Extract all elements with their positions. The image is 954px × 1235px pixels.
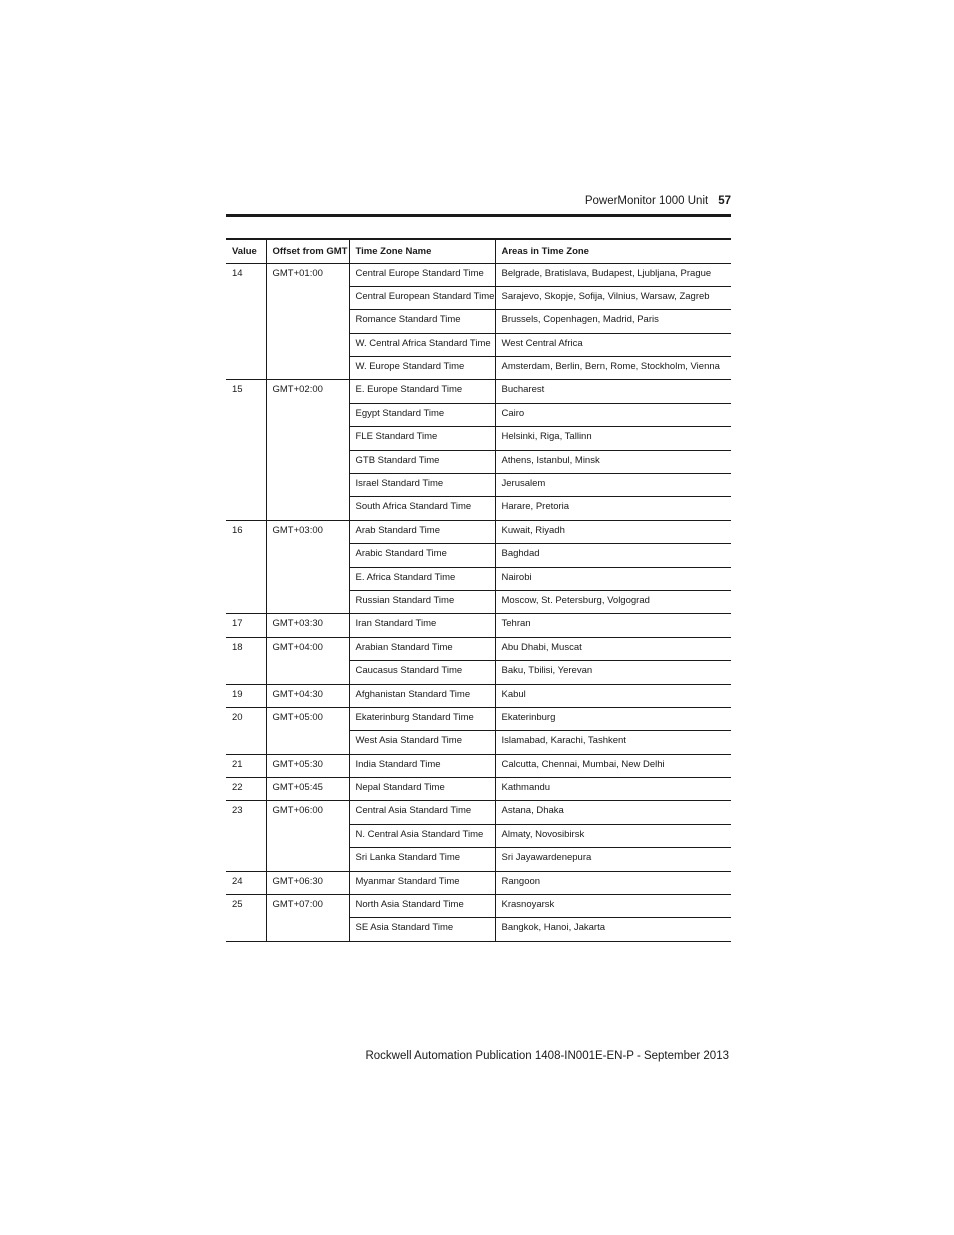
value-cell: 15 [226, 380, 266, 520]
time-zone-name-cell: W. Europe Standard Time [349, 357, 495, 380]
time-zone-name-cell: Myanmar Standard Time [349, 871, 495, 894]
value-cell: 16 [226, 520, 266, 614]
column-header-value: Value [226, 239, 266, 263]
areas-cell: Belgrade, Bratislava, Budapest, Ljubljana, Prague [495, 263, 731, 286]
time-zone-name-cell: South Africa Standard Time [349, 497, 495, 520]
value-cell: 24 [226, 871, 266, 894]
areas-cell: Rangoon [495, 871, 731, 894]
areas-cell: Moscow, St. Petersburg, Volgograd [495, 590, 731, 613]
time-zone-name-cell: Arabian Standard Time [349, 637, 495, 660]
value-cell: 25 [226, 895, 266, 942]
running-title: PowerMonitor 1000 Unit [584, 195, 709, 207]
time-zone-name-cell: India Standard Time [349, 754, 495, 777]
areas-cell: Athens, Istanbul, Minsk [495, 450, 731, 473]
areas-cell: Bangkok, Hanoi, Jakarta [495, 918, 731, 941]
time-zone-name-cell: North Asia Standard Time [349, 895, 495, 918]
time-zone-name-cell: Arab Standard Time [349, 520, 495, 543]
areas-cell: Bucharest [495, 380, 731, 403]
time-zone-name-cell: N. Central Asia Standard Time [349, 824, 495, 847]
offset-cell: GMT+02:00 [266, 380, 349, 520]
table-row [226, 263, 731, 286]
table-row [226, 684, 731, 707]
time-zone-name-cell: West Asia Standard Time [349, 731, 495, 754]
areas-cell: Helsinki, Riga, Tallinn [495, 427, 731, 450]
value-cell: 14 [226, 263, 266, 380]
areas-cell: Almaty, Novosibirsk [495, 824, 731, 847]
table-row [226, 801, 731, 824]
time-zone-table [226, 238, 731, 942]
page-number: 57 [718, 195, 731, 207]
value-cell: 19 [226, 684, 266, 707]
areas-cell: Krasnoyarsk [495, 895, 731, 918]
value-cell: 23 [226, 801, 266, 871]
time-zone-name-cell: Caucasus Standard Time [349, 661, 495, 684]
areas-cell: Harare, Pretoria [495, 497, 731, 520]
areas-cell: Ekaterinburg [495, 707, 731, 730]
value-cell: 21 [226, 754, 266, 777]
time-zone-name-cell: Romance Standard Time [349, 310, 495, 333]
value-cell: 17 [226, 614, 266, 637]
value-cell: 22 [226, 778, 266, 801]
time-zone-name-cell: Nepal Standard Time [349, 778, 495, 801]
offset-cell: GMT+04:30 [266, 684, 349, 707]
column-header-offset: Offset from GMT [266, 239, 349, 263]
areas-cell: Calcutta, Chennai, Mumbai, New Delhi [495, 754, 731, 777]
time-zone-name-cell: Ekaterinburg Standard Time [349, 707, 495, 730]
areas-cell: Kabul [495, 684, 731, 707]
table-row [226, 707, 731, 730]
offset-cell: GMT+06:00 [266, 801, 349, 871]
offset-cell: GMT+05:30 [266, 754, 349, 777]
table-body [226, 263, 731, 941]
time-zone-name-cell: FLE Standard Time [349, 427, 495, 450]
time-zone-name-cell: E. Africa Standard Time [349, 567, 495, 590]
time-zone-name-cell: Central Europe Standard Time [349, 263, 495, 286]
time-zone-name-cell: SE Asia Standard Time [349, 918, 495, 941]
areas-cell: Sarajevo, Skopje, Sofija, Vilnius, Warsaw, Zagreb [495, 286, 731, 309]
areas-cell: Amsterdam, Berlin, Bern, Rome, Stockholm, Vienna [495, 357, 731, 380]
table-header-row [226, 239, 731, 263]
table-row [226, 520, 731, 543]
time-zone-name-cell: Afghanistan Standard Time [349, 684, 495, 707]
value-cell: 18 [226, 637, 266, 684]
table-row [226, 754, 731, 777]
time-zone-name-cell: Israel Standard Time [349, 474, 495, 497]
areas-cell: Baku, Tbilisi, Yerevan [495, 661, 731, 684]
value-cell: 20 [226, 707, 266, 754]
time-zone-name-cell: Central European Standard Time [349, 286, 495, 309]
areas-cell: West Central Africa [495, 333, 731, 356]
time-zone-name-cell: W. Central Africa Standard Time [349, 333, 495, 356]
offset-cell: GMT+03:00 [266, 520, 349, 614]
column-header-time-zone-name: Time Zone Name [349, 239, 495, 263]
areas-cell: Astana, Dhaka [495, 801, 731, 824]
time-zone-name-cell: E. Europe Standard Time [349, 380, 495, 403]
time-zone-name-cell: Central Asia Standard Time [349, 801, 495, 824]
header-rule [226, 214, 731, 217]
time-zone-name-cell: Sri Lanka Standard Time [349, 848, 495, 871]
time-zone-name-cell: Egypt Standard Time [349, 403, 495, 426]
offset-cell: GMT+01:00 [266, 263, 349, 380]
areas-cell: Sri Jayawardenepura [495, 848, 731, 871]
areas-cell: Jerusalem [495, 474, 731, 497]
offset-cell: GMT+03:30 [266, 614, 349, 637]
areas-cell: Abu Dhabi, Muscat [495, 637, 731, 660]
time-zone-name-cell: GTB Standard Time [349, 450, 495, 473]
table-row [226, 614, 731, 637]
areas-cell: Brussels, Copenhagen, Madrid, Paris [495, 310, 731, 333]
areas-cell: Islamabad, Karachi, Tashkent [495, 731, 731, 754]
areas-cell: Kuwait, Riyadh [495, 520, 731, 543]
table-row [226, 871, 731, 894]
page-footer: Rockwell Automation Publication 1408-IN001E-EN-P - September 2013 [365, 1050, 729, 1062]
areas-cell: Cairo [495, 403, 731, 426]
offset-cell: GMT+07:00 [266, 895, 349, 942]
areas-cell: Baghdad [495, 544, 731, 567]
table-row [226, 637, 731, 660]
offset-cell: GMT+05:00 [266, 707, 349, 754]
table-row [226, 778, 731, 801]
offset-cell: GMT+06:30 [266, 871, 349, 894]
page-header [226, 192, 731, 210]
table-row [226, 895, 731, 918]
areas-cell: Tehran [495, 614, 731, 637]
time-zone-name-cell: Arabic Standard Time [349, 544, 495, 567]
areas-cell: Kathmandu [495, 778, 731, 801]
column-header-areas: Areas in Time Zone [495, 239, 731, 263]
areas-cell: Nairobi [495, 567, 731, 590]
time-zone-name-cell: Russian Standard Time [349, 590, 495, 613]
time-zone-name-cell: Iran Standard Time [349, 614, 495, 637]
offset-cell: GMT+04:00 [266, 637, 349, 684]
offset-cell: GMT+05:45 [266, 778, 349, 801]
table-row [226, 380, 731, 403]
